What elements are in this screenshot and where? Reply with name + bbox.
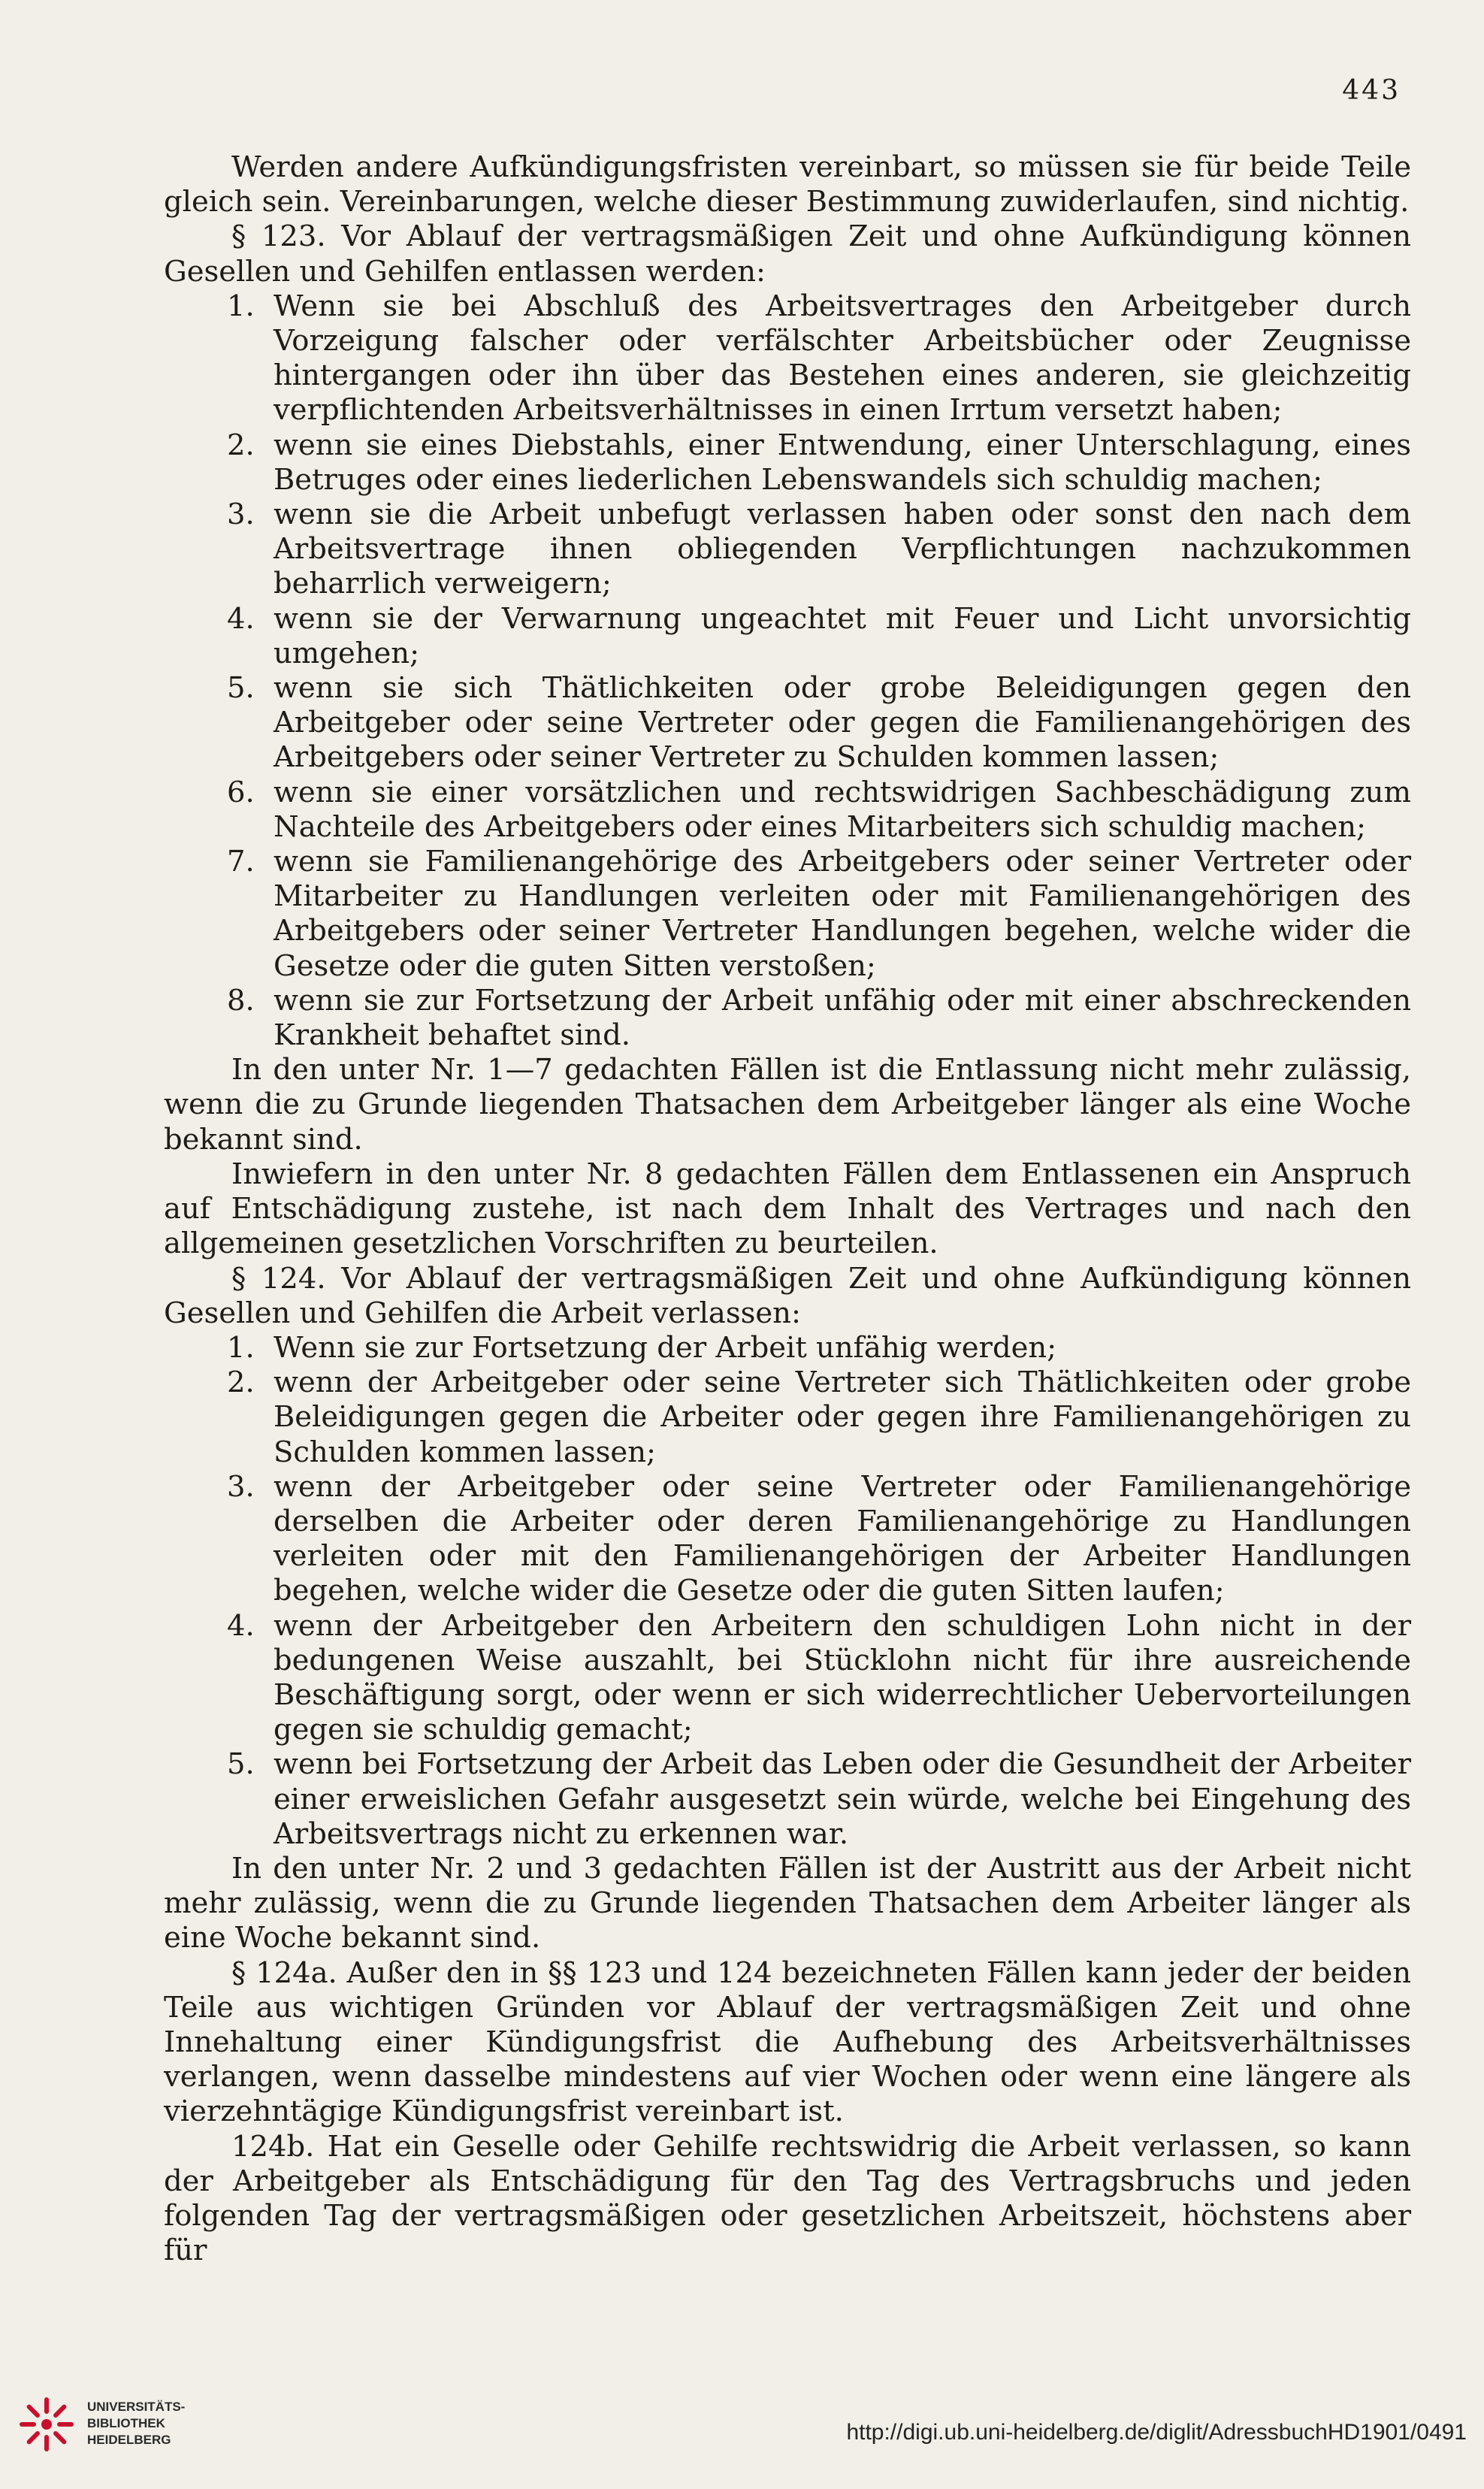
footer: [0, 2367, 1484, 2489]
list-item: [164, 428, 1411, 497]
source-url[interactable]: http://digi.ub.uni-heidelberg.de/diglit/AdressbuchHD1901/0491: [846, 2420, 1467, 2445]
list-item-number: 8.: [227, 983, 255, 1018]
list-item: [164, 1747, 1411, 1852]
list-item-number: 2.: [227, 428, 255, 462]
list-item-text: wenn bei Fortsetzung der Arbeit das Leben oder die Gesundheit der Arbeiter einer erweislichen Gefahr ausgesetzt sein würde, welche bei Eingehung des Arbeitsvertrags nicht zu erkennen war.: [274, 1747, 1411, 1851]
list-item-text: wenn sie zur Fortsetzung der Arbeit unfähig oder mit einer abschreckenden Krankheit behaftet sind.: [274, 983, 1411, 1053]
paragraph: § 124. Vor Ablauf der vertragsmäßigen Zeit und ohne Aufkündigung können Gesellen und Gehilfen die Arbeit verlassen:: [164, 1261, 1411, 1330]
list-item-number: 5.: [227, 1747, 255, 1782]
paragraph: § 124a. Außer den in §§ 123 und 124 bezeichneten Fällen kann jeder der beiden Teile aus wichtigen Gründen vor Ablauf der vertragsmäßigen Zeit und ohne Innehaltung einer Kündigungsfrist die Aufhebung des Arbeitsverhältnisses verlangen, wenn dasselbe mindestens auf vier Wochen oder wenn eine längere als vierzehntägige Kündigungsfrist vereinbart ist.: [164, 1955, 1411, 2129]
library-logo-text: [87, 2399, 185, 2448]
list-item-text: wenn der Arbeitgeber oder seine Vertreter oder Familienangehörige derselben die Arbeiter oder deren Familienangehörige zu Handlungen verleiten oder mit den Familienangehörigen der Arbeiter Handlungen begehen, welche wider die Gesetze oder die guten Sitten laufen;: [274, 1469, 1411, 1608]
list-item-text: wenn der Arbeitgeber den Arbeitern den schuldigen Lohn nicht in der bedungenen Weise auszahlt, bei Stücklohn nicht für ihre ausreichende Beschäftigung sorgt, oder wenn er sich widerrechtlicher Uebervorteilungen gegen sie schuldig gemacht;: [274, 1608, 1411, 1747]
list-item-number: 7.: [227, 845, 255, 879]
list-item-text: wenn sie die Arbeit unbefugt verlassen haben oder sonst den nach dem Arbeitsvertrage ihnen obliegenden Verpflichtungen nachzukommen beharrlich verweigern;: [274, 497, 1411, 601]
list-item-number: 5.: [227, 671, 255, 706]
library-logo: [17, 2394, 77, 2457]
list-item-text: Wenn sie zur Fortsetzung der Arbeit unfähig werden;: [274, 1330, 1057, 1365]
logo-text-line: UNIVERSITÄTS-: [87, 2400, 186, 2414]
logo-text-line: BIBLIOTHEK: [87, 2416, 165, 2430]
list-item-text: Wenn sie bei Abschluß des Arbeitsvertrages den Arbeitgeber durch Vorzeigung falscher oder verfälschter Arbeitsbücher oder Zeugnisse hintergangen oder ihn über das Bestehen eines anderen, sie gleichzeitig verpflichtenden Arbeitsverhältnisses in einen Irrtum versetzt haben;: [274, 289, 1411, 428]
list-item-number: 3.: [227, 497, 255, 532]
list-item: [164, 984, 1411, 1053]
list-item: [164, 776, 1411, 845]
list-item-text: wenn der Arbeitgeber oder seine Vertreter sich Thätlichkeiten oder grobe Beleidigungen gegen die Arbeiter oder gegen ihre Familienangehörigen zu Schulden kommen lassen;: [274, 1365, 1411, 1469]
list-item: [164, 602, 1411, 671]
logo-text-line: HEIDELBERG: [87, 2433, 171, 2447]
list-item-text: wenn sie sich Thätlichkeiten oder grobe Beleidigungen gegen den Arbeitgeber oder seine Vertreter oder gegen die Familienangehörigen des Arbeitgebers oder seiner Vertreter zu Schulden kommen lassen;: [274, 671, 1411, 775]
list-item-number: 4.: [227, 1608, 255, 1643]
paragraph: § 123. Vor Ablauf der vertragsmäßigen Zeit und ohne Aufkündigung können Gesellen und Gehilfen entlassen werden:: [164, 219, 1411, 289]
list-item-text: wenn sie einer vorsätzlichen und rechtswidrigen Sachbeschädigung zum Nachteile des Arbeitgebers oder eines Mitarbeiters sich schuldig machen;: [274, 775, 1411, 844]
list-item: [164, 1365, 1411, 1470]
paragraph: 124b. Hat ein Geselle oder Gehilfe rechtswidrig die Arbeit verlassen, so kann der Arbeitgeber als Entschädigung für den Tag des Vertragsbruchs und jeden folgenden Tag der vertragsmäßigen oder gesetzlichen Arbeitszeit, höchstens aber für: [164, 2129, 1411, 2268]
list-item: [164, 289, 1411, 428]
paragraph: Werden andere Aufkündigungsfristen vereinbart, so müssen sie für beide Teile gleich sein. Vereinbarungen, welche dieser Bestimmung zuwiderlaufen, sind nichtig.: [164, 150, 1411, 219]
list-item: [164, 671, 1411, 776]
list-item-number: 6.: [227, 775, 255, 809]
list-item-number: 3.: [227, 1469, 255, 1504]
library-logo-icon: [17, 2394, 77, 2454]
list-item-number: 1.: [227, 1330, 255, 1365]
list-item: [164, 1470, 1411, 1609]
list-item: [164, 845, 1411, 984]
text-block: [164, 150, 1411, 2268]
paragraph: In den unter Nr. 2 und 3 gedachten Fällen ist der Austritt aus der Arbeit nicht mehr zulässig, wenn die zu Grunde liegenden Thatsachen dem Arbeiter länger als eine Woche bekannt sind.: [164, 1851, 1411, 1955]
list-item-text: wenn sie Familienangehörige des Arbeitgebers oder seiner Vertreter oder Mitarbeiter zu Handlungen verleiten oder mit Familienangehörigen des Arbeitgebers oder seiner Vertreter Handlungen begehen, welche wider die Gesetze oder die guten Sitten verstoßen;: [274, 845, 1411, 983]
paragraph: Inwiefern in den unter Nr. 8 gedachten Fällen dem Entlassenen ein Anspruch auf Entschädigung zustehe, ist nach dem Inhalt des Vertrages und nach den allgemeinen gesetzlichen Vorschriften zu beurteilen.: [164, 1157, 1411, 1261]
list-item-number: 2.: [227, 1365, 255, 1400]
list-item: [164, 1609, 1411, 1748]
list-item: [164, 1331, 1411, 1365]
list-item-number: 1.: [227, 289, 255, 323]
list-item: [164, 497, 1411, 602]
paragraph: In den unter Nr. 1—7 gedachten Fällen ist die Entlassung nicht mehr zulässig, wenn die zu Grunde liegenden Thatsachen dem Arbeitgeber länger als eine Woche bekannt sind.: [164, 1053, 1411, 1157]
page-number: 443: [1342, 75, 1401, 106]
list-item-number: 4.: [227, 601, 255, 636]
list-item-text: wenn sie der Verwarnung ungeachtet mit Feuer und Licht unvorsichtig umgehen;: [274, 601, 1411, 670]
list-item-text: wenn sie eines Diebstahls, einer Entwendung, einer Unterschlagung, eines Betruges oder eines liederlichen Lebenswandels sich schuldig machen;: [274, 428, 1411, 497]
